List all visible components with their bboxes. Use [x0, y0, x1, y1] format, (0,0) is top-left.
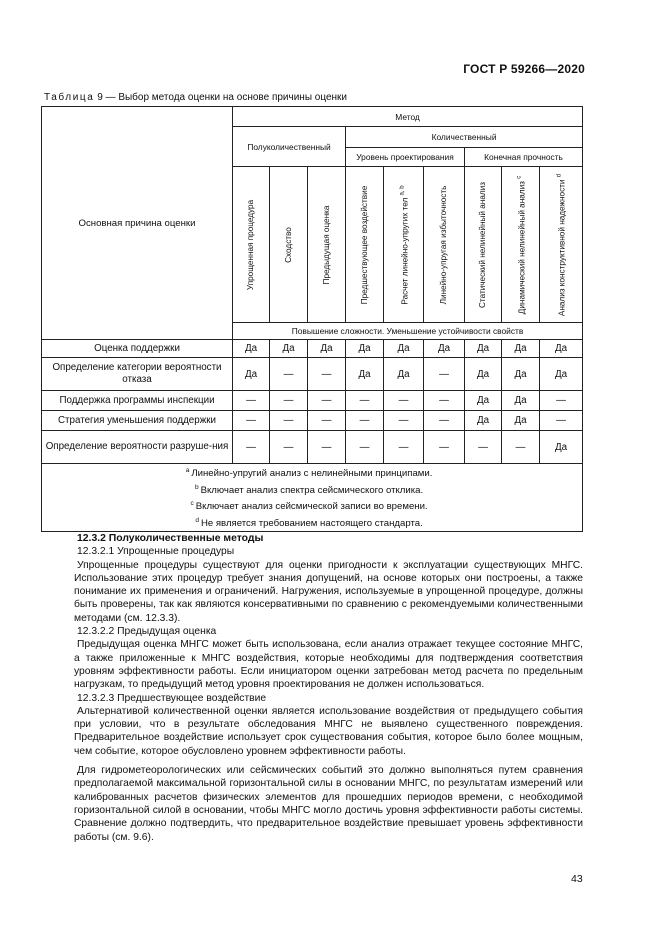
table-row — [42, 391, 583, 411]
table-cell: Да — [540, 431, 583, 464]
method-header: Метод — [233, 107, 583, 127]
paragraph: Альтернативой количественной оценки является использование воздействия от предыдущего события при условии, что в результате обследования МНГС не выявлено существенного повреждения. Предварительное воздействие использует срок существования события, которое было более мощным, чем событие, которое обусловлено уровнем эффективности работы. — [74, 705, 583, 757]
section-heading: 12.3.2 Полуколичественные методы — [77, 533, 264, 544]
table-cell: — — [384, 431, 424, 464]
table-cell: — — [270, 431, 308, 464]
footnote: $^a$ Линейно-упругий анализ с нелинейными принципами. — [185, 467, 433, 480]
footnote: $^c$ Включает анализ сейсмической записи во времени. — [190, 500, 428, 513]
table-cell: — — [233, 391, 270, 411]
footnote: $^d$ Не является требованием настоящего стандарта. — [195, 517, 423, 530]
table-cell: Да — [346, 340, 384, 358]
column-header: Анализ конструктивной надежности $^d$ — [540, 167, 583, 323]
table-cell: Да — [384, 358, 424, 391]
table-row — [42, 411, 583, 431]
standard-designation: ГОСТ Р 59266—2020 — [463, 62, 585, 76]
footnote: $^b$ Включает анализ спектра сейсмического отклика. — [194, 483, 424, 496]
table-cell: Да — [233, 340, 270, 358]
table-cell: — — [424, 431, 465, 464]
table-cell: — — [308, 358, 346, 391]
row-label: Поддержка программы инспекции — [42, 391, 233, 411]
table-cell: Да — [502, 411, 540, 431]
table-cell: Да — [540, 340, 583, 358]
table-cell: — — [346, 411, 384, 431]
row-label: Стратегия уменьшения поддержки — [42, 411, 233, 431]
column-header: Упрощенная процедура — [233, 167, 270, 323]
table-footnotes — [42, 464, 583, 532]
table-cell: — — [424, 391, 465, 411]
row-label: Определение вероятности разруше-ния — [42, 431, 233, 464]
table-row — [42, 340, 583, 358]
table-cell: — — [346, 431, 384, 464]
table-cell: — — [308, 431, 346, 464]
group-semi-quantitative: Полуколичественный — [233, 127, 346, 167]
paragraph: Предыдущая оценка МНГС может быть использована, если анализ отражает текущее состояние МНГС, а также приложенные к МНГС воздействия, которые необходимы для подтверждения соответствия уровням эффективности работы. Если инициатором оценки затребован метод расчета по предельным нагрузкам, то предыдущий метод уровня проектирования не должен использоваться. — [74, 639, 583, 691]
subgroup-design-level: Уровень проектирования — [346, 148, 465, 167]
subsection-title: 12.3.2.2 Предыдущая оценка — [77, 626, 217, 638]
table-cell: — — [502, 431, 540, 464]
method-selection-table — [41, 106, 583, 532]
table-caption — [44, 92, 347, 103]
table-cell: Да — [346, 358, 384, 391]
table-cell: — — [424, 358, 465, 391]
table-cell: Да — [465, 411, 502, 431]
table-cell: — — [233, 431, 270, 464]
body-text — [74, 532, 583, 844]
table-row — [42, 431, 583, 464]
table-cell: Да — [424, 340, 465, 358]
table-cell: Да — [270, 340, 308, 358]
paragraph: Упрощенные процедуры существуют для оценки пригодности к эксплуатации существующих МНГС. Использование этих процедур требует знания допущений, на основе которых они построены, а также понимание их применения и ограничений. Нагружения, используемые в упрощенной процедуре, должны быть проверены, так как являются консервативными по сравнению с рекомендуемыми количественными методами (см. 12.3.3). — [74, 559, 583, 624]
column-header: Сходство — [270, 167, 308, 323]
row-label: Оценка поддержки — [42, 340, 233, 358]
table-cell: — — [424, 411, 465, 431]
table-cell: — — [384, 391, 424, 411]
column-header: Линейно-упругая избыточность — [424, 167, 465, 323]
table-cell: Да — [502, 391, 540, 411]
table-caption-text: 9 — Выбор метода оценки на основе причины оценки — [94, 92, 348, 103]
table-cell: Да — [502, 358, 540, 391]
table-row — [42, 358, 583, 391]
table-cell: Да — [384, 340, 424, 358]
paragraph: Для гидрометеорологических или сейсмических событий это должно выполняться путем сравнения предполагаемой максимальной горизонтальной силы в основании МНГС, по результатам измерений или калиброванных расчетов физических элементов для прошедших периодов времени, с необходимой горизонтальной силой в основании, чтобы МНГС могло достичь уровня эффективности работы системы. Сравнение должно подтвердить, что предварительное воздействие превышает уровень эффективности работы (см. 9.6). — [74, 765, 583, 843]
table-cell: — — [540, 411, 583, 431]
table-cell: — — [540, 391, 583, 411]
table-cell: Да — [502, 340, 540, 358]
table-cell: — — [346, 391, 384, 411]
table-cell: — — [270, 411, 308, 431]
table-cell: Да — [308, 340, 346, 358]
table-cell: — — [308, 411, 346, 431]
table-caption-label: Таблица — [44, 92, 95, 103]
table-cell: Да — [465, 340, 502, 358]
table-cell: — — [384, 411, 424, 431]
page-number: 43 — [571, 873, 583, 885]
column-header: Предшествующее воздействие — [346, 167, 384, 323]
column-header: Предыдущая оценка — [308, 167, 346, 323]
table-cell: Да — [540, 358, 583, 391]
complexity-note: Повышение сложности. Уменьшение устойчивости свойств — [233, 323, 583, 340]
row-label: Определение категории вероятности отказа — [42, 358, 233, 391]
table-cell: — — [270, 391, 308, 411]
table-cell: Да — [465, 358, 502, 391]
table-cell: — — [308, 391, 346, 411]
reason-header: Основная причина оценки — [42, 107, 233, 340]
table-cell: Да — [465, 391, 502, 411]
column-header: Расчет линейно-упругих тел $^{a, b}$ — [384, 167, 424, 323]
table-cell: — — [465, 431, 502, 464]
subsection-title: 12.3.2.1 Упрощенные процедуры — [77, 546, 235, 558]
group-quantitative: Количественный — [346, 127, 583, 148]
table-cell: Да — [233, 358, 270, 391]
column-header: Динамический нелинейный анализ $^c$ — [502, 167, 540, 323]
column-header: Статический нелинейный анализ — [465, 167, 502, 323]
subgroup-ultimate-strength: Конечная прочность — [465, 148, 583, 167]
table-cell: — — [233, 411, 270, 431]
table-cell: — — [270, 358, 308, 391]
subsection-title: 12.3.2.3 Предшествующее воздействие — [77, 692, 267, 704]
